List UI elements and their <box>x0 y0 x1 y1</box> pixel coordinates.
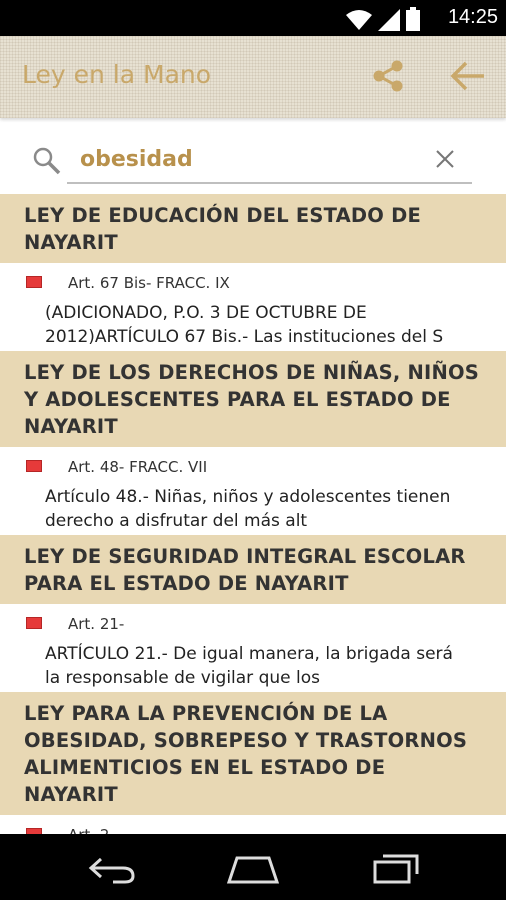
excerpt-line: derecho a disfrutar del más alt <box>45 511 308 531</box>
article-number: Art. 48- FRACC. VII <box>68 458 208 476</box>
nav-home-button[interactable] <box>223 848 283 888</box>
signal-icon <box>378 9 400 31</box>
excerpt-line: Artículo 48.- Niñas, niños y adolescentes tienen <box>45 487 451 507</box>
share-button[interactable] <box>368 56 408 96</box>
nav-back-button[interactable] <box>83 848 143 888</box>
excerpt-line: (ADICIONADO, P.O. 3 DE OCTUBRE DE <box>45 303 367 323</box>
status-time: 14:25 <box>447 6 498 28</box>
pdf-icon <box>26 460 42 472</box>
excerpt-line: la responsable de vigilar que los <box>45 668 320 688</box>
nav-home-icon <box>223 848 283 888</box>
article-number: Art. 67 Bis- FRACC. IX <box>68 274 230 292</box>
wifi-icon <box>346 9 372 31</box>
article-item[interactable] <box>0 447 506 535</box>
law-header[interactable]: LEY PARA LA PREVENCIÓN DE LA OBESIDAD, SOBREPESO Y TRASTORNOS ALIMENTICIOS EN EL ESTADO DE NAYARIT <box>0 692 506 815</box>
excerpt-line: 2012)ARTÍCULO 67 Bis.- Las instituciones del S <box>45 327 444 347</box>
status-bar <box>0 0 506 36</box>
app-bar <box>0 36 506 118</box>
article-number: Art. 21- <box>68 615 125 633</box>
pdf-icon <box>26 617 42 629</box>
close-icon <box>432 146 458 172</box>
navigation-bar <box>0 834 506 900</box>
back-button[interactable] <box>448 56 488 96</box>
article-item[interactable] <box>0 263 506 351</box>
article-item[interactable] <box>0 604 506 692</box>
law-header[interactable]: LEY DE LOS DERECHOS DE NIÑAS, NIÑOS Y ADOLESCENTES PARA EL ESTADO DE NAYARIT <box>0 351 506 447</box>
arrow-back-icon <box>448 56 488 96</box>
article-excerpt <box>45 642 485 690</box>
search-icon <box>32 146 62 176</box>
nav-recents-button[interactable] <box>365 848 425 888</box>
nav-back-icon <box>83 848 143 888</box>
law-header[interactable]: LEY DE EDUCACIÓN DEL ESTADO DE NAYARIT <box>0 194 506 263</box>
law-header[interactable]: LEY DE SEGURIDAD INTEGRAL ESCOLAR PARA EL ESTADO DE NAYARIT <box>0 535 506 604</box>
clear-search-button[interactable] <box>432 146 458 172</box>
app-title: Ley en la Mano <box>22 60 212 89</box>
search-input[interactable] <box>80 142 420 176</box>
results-list <box>0 194 506 834</box>
article-excerpt <box>45 301 485 349</box>
battery-icon <box>406 7 420 31</box>
pdf-icon <box>26 276 42 288</box>
search-underline <box>67 182 472 184</box>
article-excerpt <box>45 485 485 533</box>
nav-recents-icon <box>365 848 425 888</box>
excerpt-line: ARTÍCULO 21.- De igual manera, la brigada será <box>45 644 453 664</box>
share-icon <box>368 56 408 96</box>
status-icons <box>346 7 420 31</box>
search-bar <box>0 130 506 190</box>
